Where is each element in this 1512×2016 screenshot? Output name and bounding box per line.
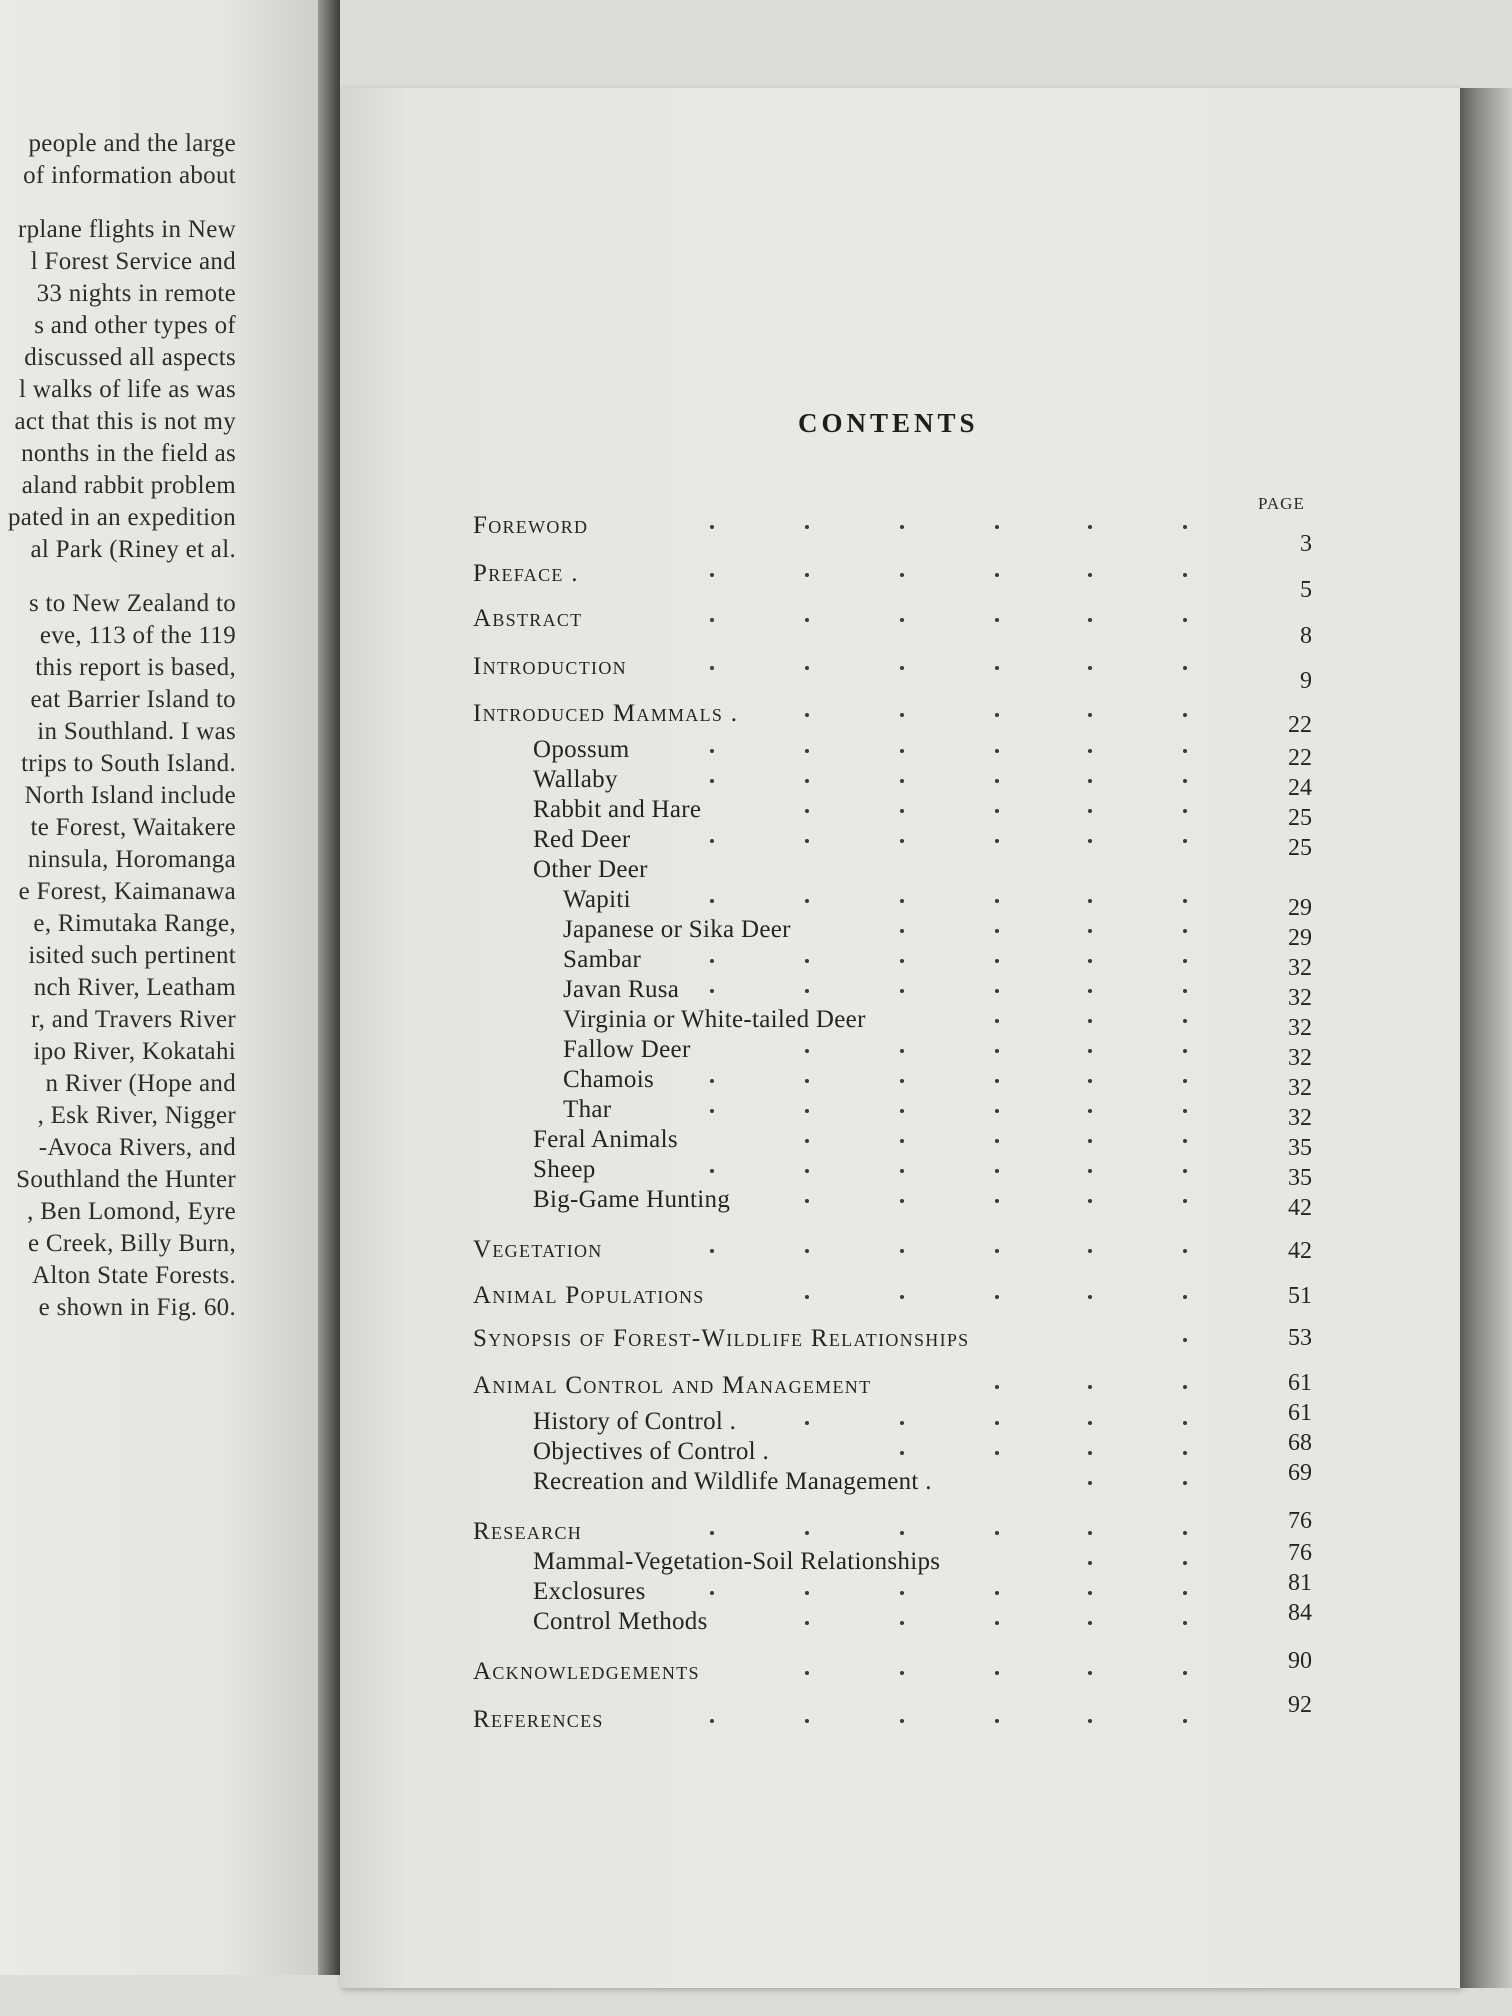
leader-dot: [995, 929, 999, 933]
leader-dot: [1183, 1671, 1187, 1675]
leader-dot: [710, 899, 714, 903]
leader-dot: [900, 1199, 904, 1203]
leader-dot: [900, 839, 904, 843]
leader-dot: [805, 1079, 809, 1083]
toc-page-number: 32: [1288, 1015, 1312, 1041]
toc-entry-title: Japanese or Sika Deer: [563, 916, 791, 943]
facing-page-line: -Avoca Rivers, and: [38, 1134, 236, 1161]
leader-dot: [710, 618, 714, 622]
leader-dot: [1088, 1451, 1092, 1455]
leader-dot: [1183, 618, 1187, 622]
leader-dot: [1088, 1079, 1092, 1083]
leader-dot: [805, 1421, 809, 1425]
toc-entry-title: Javan Rusa: [563, 976, 680, 1003]
toc-page-number: 25: [1288, 805, 1312, 831]
leader-dot: [1183, 1451, 1187, 1455]
leader-dot: [805, 1295, 809, 1299]
leader-dot: [710, 1531, 714, 1535]
leader-dot: [1088, 713, 1092, 717]
toc-page-number: 8: [1300, 623, 1312, 649]
leader-dot: [900, 618, 904, 622]
leader-dot: [995, 1049, 999, 1053]
leader-dot: [1183, 779, 1187, 783]
leader-dot: [1183, 1249, 1187, 1253]
leader-dot: [995, 1671, 999, 1675]
leader-dot: [995, 1019, 999, 1023]
leader-dot: [1088, 1295, 1092, 1299]
leader-dot: [995, 1719, 999, 1723]
toc-page-number: 29: [1288, 895, 1312, 921]
leader-dot: [710, 749, 714, 753]
leader-dot: [1088, 1385, 1092, 1389]
toc-entry-title: Abstract: [473, 605, 583, 632]
leader-dot: [805, 1671, 809, 1675]
toc-page-number: 42: [1288, 1195, 1312, 1221]
leader-dot: [900, 989, 904, 993]
leader-dot: [805, 809, 809, 813]
leader-dot: [995, 749, 999, 753]
facing-page-line: nch River, Leatham: [33, 974, 236, 1001]
leader-dot: [1183, 1421, 1187, 1425]
leader-dot: [1088, 1481, 1092, 1485]
facing-page-line: discussed all aspects: [24, 344, 236, 371]
leader-dot: [995, 1079, 999, 1083]
leader-dot: [995, 1249, 999, 1253]
leader-dot: [900, 809, 904, 813]
toc-page-number: 68: [1288, 1430, 1312, 1456]
leader-dot: [805, 1049, 809, 1053]
toc-entry-title: Control Methods: [533, 1608, 708, 1635]
leader-dot: [710, 525, 714, 529]
toc-entry-title: Vegetation: [473, 1236, 603, 1263]
leader-dot: [1088, 1019, 1092, 1023]
toc-entry-title: Rabbit and Hare: [533, 796, 702, 823]
leader-dot: [1183, 1719, 1187, 1723]
leader-dot: [1183, 1295, 1187, 1299]
leader-dot: [995, 573, 999, 577]
facing-page-line: ninsula, Horomanga: [27, 846, 236, 873]
toc-entry-title: Virginia or White-tailed Deer: [563, 1006, 866, 1033]
toc-entry-title: History of Control .: [533, 1408, 737, 1435]
leader-dot: [1088, 1671, 1092, 1675]
leader-dot: [995, 1385, 999, 1389]
leader-dot: [1088, 899, 1092, 903]
toc-entry-title: Wallaby: [533, 766, 618, 793]
leader-dot: [900, 525, 904, 529]
leader-dot: [805, 1591, 809, 1595]
leader-dot: [900, 713, 904, 717]
facing-page-line: this report is based,: [35, 654, 236, 681]
leader-dot: [900, 1451, 904, 1455]
toc-entry-title: Introduction: [473, 653, 627, 680]
leader-dot: [805, 1169, 809, 1173]
leader-dot: [805, 1109, 809, 1113]
leader-dot: [1088, 989, 1092, 993]
facing-page-line: in Southland. I was: [37, 718, 236, 745]
leader-dot: [1088, 1169, 1092, 1173]
leader-dot: [995, 525, 999, 529]
leader-dot: [900, 929, 904, 933]
leader-dot: [710, 1249, 714, 1253]
toc-page-number: 53: [1288, 1325, 1312, 1351]
leader-dot: [995, 899, 999, 903]
toc-page-number: 90: [1288, 1648, 1312, 1674]
toc-page-number: 32: [1288, 985, 1312, 1011]
leader-dot: [995, 809, 999, 813]
leader-dot: [900, 959, 904, 963]
facing-page-line: , Esk River, Nigger: [37, 1102, 236, 1129]
facing-page-line: e shown in Fig. 60.: [38, 1294, 236, 1321]
leader-dot: [1088, 1249, 1092, 1253]
toc-entry-title: Preface .: [473, 560, 579, 587]
leader-dot: [900, 573, 904, 577]
leader-dot: [805, 1139, 809, 1143]
toc-page-number: 24: [1288, 775, 1312, 801]
facing-page-line: Southland the Hunter: [16, 1166, 236, 1193]
leader-dot: [995, 1295, 999, 1299]
leader-dot: [710, 1169, 714, 1173]
toc-entry-title: Feral Animals: [533, 1126, 678, 1153]
toc-page-number: 3: [1300, 531, 1312, 557]
toc-entry-title: Acknowledgements: [473, 1658, 700, 1685]
toc-entry-title: Synopsis of Forest-Wildlife Relationships: [473, 1325, 970, 1352]
leader-dot: [995, 1139, 999, 1143]
facing-page-line: ipo River, Kokatahi: [33, 1038, 236, 1065]
toc-entry-title: Recreation and Wildlife Management .: [533, 1468, 932, 1495]
toc-page-number: 76: [1288, 1540, 1312, 1566]
leader-dot: [710, 1109, 714, 1113]
toc-entry-title: Animal Control and Management: [473, 1372, 872, 1399]
facing-page-line: act that this is not my: [14, 408, 236, 435]
toc-entry-title: Opossum: [533, 736, 630, 763]
leader-dot: [1183, 1199, 1187, 1203]
facing-page-line: Alton State Forests.: [32, 1262, 236, 1289]
leader-dot: [805, 525, 809, 529]
leader-dot: [1088, 749, 1092, 753]
toc-entry-title: Animal Populations: [473, 1282, 705, 1309]
toc-entry-title: Sambar: [563, 946, 642, 973]
leader-dot: [1088, 1049, 1092, 1053]
leader-dot: [1183, 1079, 1187, 1083]
leader-dot: [900, 1531, 904, 1535]
leader-dot: [900, 1591, 904, 1595]
leader-dot: [1183, 1169, 1187, 1173]
leader-dot: [1088, 959, 1092, 963]
toc-page-number: 22: [1288, 712, 1312, 738]
toc-page-number: 35: [1288, 1165, 1312, 1191]
leader-dot: [995, 713, 999, 717]
toc-page-number: 32: [1288, 1045, 1312, 1071]
toc-entry-title: Mammal-Vegetation-Soil Relationships: [533, 1548, 941, 1575]
toc-page-number: 32: [1288, 1075, 1312, 1101]
leader-dot: [900, 1169, 904, 1173]
toc-page-number: 42: [1288, 1238, 1312, 1264]
toc-subsection-entry: [0, 856, 1512, 886]
toc-page-number: 32: [1288, 1105, 1312, 1131]
facing-page-line: e Creek, Billy Burn,: [27, 1230, 236, 1257]
toc-page-number: 61: [1288, 1400, 1312, 1426]
toc-page-number: 69: [1288, 1460, 1312, 1486]
leader-dot: [995, 1421, 999, 1425]
toc-page-number: 5: [1300, 577, 1312, 603]
toc-entry-title: Big-Game Hunting: [533, 1186, 731, 1213]
leader-dot: [995, 959, 999, 963]
leader-dot: [1183, 1561, 1187, 1565]
facing-page-line: 33 nights in remote: [36, 280, 236, 307]
leader-dot: [710, 989, 714, 993]
leader-dot: [1088, 1109, 1092, 1113]
leader-dot: [1088, 1421, 1092, 1425]
toc-entry-title: References: [473, 1706, 604, 1733]
leader-dot: [995, 989, 999, 993]
leader-dot: [1088, 1621, 1092, 1625]
leader-dot: [1183, 959, 1187, 963]
leader-dot: [995, 839, 999, 843]
leader-dot: [1183, 929, 1187, 933]
toc-page-number: 32: [1288, 955, 1312, 981]
leader-dot: [805, 839, 809, 843]
leader-dot: [1088, 1199, 1092, 1203]
toc-page-number: 92: [1288, 1692, 1312, 1718]
leader-dot: [995, 1621, 999, 1625]
facing-page-line: pated in an expedition: [7, 504, 236, 531]
leader-dot: [805, 573, 809, 577]
leader-dot: [900, 1249, 904, 1253]
leader-dot: [1183, 989, 1187, 993]
facing-page-line: eve, 113 of the 119: [39, 622, 236, 649]
leader-dot: [1088, 1591, 1092, 1595]
facing-page-line: isited such pertinent: [28, 942, 236, 969]
leader-dot: [1183, 1531, 1187, 1535]
leader-dot: [805, 666, 809, 670]
facing-page-line: rplane flights in New: [17, 216, 236, 243]
leader-dot: [805, 1199, 809, 1203]
toc-page-number: 29: [1288, 925, 1312, 951]
leader-dot: [1088, 779, 1092, 783]
leader-dot: [1088, 666, 1092, 670]
facing-page-line: of information about: [23, 162, 236, 189]
leader-dot: [900, 1295, 904, 1299]
leader-dot: [900, 779, 904, 783]
toc-page-number: 81: [1288, 1570, 1312, 1596]
leader-dot: [995, 1169, 999, 1173]
facing-page-line: l walks of life as was: [19, 376, 236, 403]
leader-dot: [1183, 713, 1187, 717]
facing-page-line: eat Barrier Island to: [30, 686, 236, 713]
leader-dot: [1183, 573, 1187, 577]
leader-dot: [995, 779, 999, 783]
leader-dot: [710, 1079, 714, 1083]
leader-dot: [710, 1591, 714, 1595]
leader-dot: [805, 749, 809, 753]
leader-dot: [1183, 749, 1187, 753]
leader-dot: [1088, 1561, 1092, 1565]
toc-entry-title: Foreword: [473, 512, 589, 539]
toc-page-number: 61: [1288, 1370, 1312, 1396]
facing-page-line: e Forest, Kaimanawa: [18, 878, 236, 905]
facing-page-line: e, Rimutaka Range,: [33, 910, 236, 937]
leader-dot: [805, 1249, 809, 1253]
toc-entry-title: Chamois: [563, 1066, 654, 1093]
facing-page-line: aland rabbit problem: [21, 472, 236, 499]
toc-entry-title: Other Deer: [533, 856, 648, 883]
leader-dot: [1088, 809, 1092, 813]
facing-page-line: l Forest Service and: [30, 248, 236, 275]
leader-dot: [900, 1421, 904, 1425]
leader-dot: [1183, 1621, 1187, 1625]
leader-dot: [1088, 573, 1092, 577]
leader-dot: [1183, 1049, 1187, 1053]
contents-title: CONTENTS: [798, 408, 979, 438]
leader-dot: [900, 749, 904, 753]
facing-page-line: al Park (Riney et al.: [30, 536, 236, 563]
leader-dot: [900, 1621, 904, 1625]
toc-entry-title: Wapiti: [563, 886, 631, 913]
toc-entry-title: Thar: [563, 1096, 612, 1123]
leader-dot: [1088, 839, 1092, 843]
leader-dot: [805, 618, 809, 622]
toc-entry-title: Introduced Mammals .: [473, 700, 739, 727]
facing-page-line: , Ben Lomond, Eyre: [27, 1198, 236, 1225]
leader-dot: [710, 1719, 714, 1723]
facing-page-line: s to New Zealand to: [28, 590, 236, 617]
leader-dot: [900, 666, 904, 670]
leader-dot: [710, 666, 714, 670]
leader-dot: [1183, 809, 1187, 813]
leader-dot: [710, 959, 714, 963]
facing-page-line: nonths in the field as: [21, 440, 236, 467]
leader-dot: [1183, 839, 1187, 843]
leader-dot: [995, 1531, 999, 1535]
leader-dot: [900, 1671, 904, 1675]
toc-page-number: 76: [1288, 1508, 1312, 1534]
leader-dot: [710, 573, 714, 577]
leader-dot: [805, 989, 809, 993]
leader-dot: [900, 899, 904, 903]
leader-dot: [805, 1531, 809, 1535]
leader-dot: [1183, 1481, 1187, 1485]
leader-dot: [995, 1199, 999, 1203]
leader-dot: [1183, 1338, 1187, 1342]
leader-dot: [995, 618, 999, 622]
toc-page-number: 9: [1300, 668, 1312, 694]
facing-page-line: n River (Hope and: [45, 1070, 236, 1097]
leader-dot: [1183, 1109, 1187, 1113]
leader-dot: [1183, 1139, 1187, 1143]
leader-dot: [1088, 929, 1092, 933]
leader-dot: [900, 1719, 904, 1723]
toc-page-number: 84: [1288, 1600, 1312, 1626]
toc-page-number: 25: [1288, 835, 1312, 861]
leader-dot: [900, 1049, 904, 1053]
leader-dot: [1088, 525, 1092, 529]
facing-page-line: people and the large: [28, 130, 236, 157]
toc-page-number: 22: [1288, 745, 1312, 771]
leader-dot: [805, 959, 809, 963]
leader-dot: [1183, 1385, 1187, 1389]
leader-dot: [1183, 525, 1187, 529]
toc-entry-title: Fallow Deer: [563, 1036, 691, 1063]
toc-page-number: 35: [1288, 1135, 1312, 1161]
leader-dot: [805, 1621, 809, 1625]
leader-dot: [1183, 1591, 1187, 1595]
leader-dot: [995, 666, 999, 670]
leader-dot: [710, 779, 714, 783]
leader-dot: [710, 839, 714, 843]
facing-page-line: trips to South Island.: [21, 750, 236, 777]
leader-dot: [1183, 1019, 1187, 1023]
leader-dot: [805, 779, 809, 783]
toc-entry-title: Exclosures: [533, 1578, 646, 1605]
page-column-header: PAGE: [1258, 494, 1305, 513]
leader-dot: [900, 1139, 904, 1143]
toc-entry-title: Research: [473, 1518, 583, 1545]
leader-dot: [805, 713, 809, 717]
leader-dot: [1088, 618, 1092, 622]
leader-dot: [1183, 666, 1187, 670]
facing-page-line: s and other types of: [34, 312, 236, 339]
facing-page-line: te Forest, Waitakere: [30, 814, 236, 841]
leader-dot: [995, 1451, 999, 1455]
leader-dot: [900, 1109, 904, 1113]
leader-dot: [995, 1109, 999, 1113]
leader-dot: [1088, 1531, 1092, 1535]
leader-dot: [1183, 899, 1187, 903]
leader-dot: [1088, 1719, 1092, 1723]
toc-entry-title: Objectives of Control .: [533, 1438, 770, 1465]
toc-page-number: 51: [1288, 1283, 1312, 1309]
toc-entry-title: Red Deer: [533, 826, 631, 853]
facing-page-line: r, and Travers River: [31, 1006, 236, 1033]
leader-dot: [805, 1719, 809, 1723]
leader-dot: [805, 899, 809, 903]
toc-entry-title: Sheep: [533, 1156, 596, 1183]
leader-dot: [995, 1591, 999, 1595]
facing-page-line: North Island include: [24, 782, 236, 809]
leader-dot: [900, 1079, 904, 1083]
leader-dot: [1088, 1139, 1092, 1143]
